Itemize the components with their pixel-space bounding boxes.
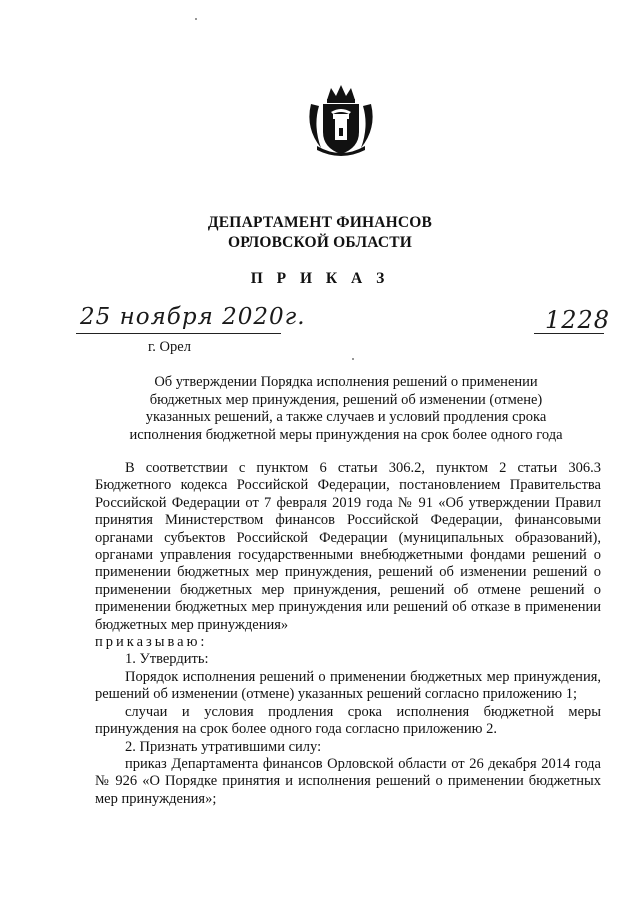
item-1a-paragraph: Порядок исполнения решений о применении бюджетных мер принуждения, решений об изменении (отмене) указанных решений согласно приложению 1; (95, 668, 601, 703)
scan-speck (195, 18, 197, 20)
handwritten-date: 25 ноября 2020г. (80, 304, 306, 330)
preamble-paragraph: В соответствии с пунктом 6 статьи 306.2, пунктом 2 статьи 306.3 Бюджетного кодекса Российской Федерации, постановлением Правительства Российской Федерации от 7 февраля 2019 года № 91 «Об утверждении Правил принятия Министерством финансов Российской Федерации, финансовыми органами субъектов Российской Федерации (муниципальных образований), органами управления государственными внебюджетными фондами решений о применении бюджетных мер принуждения, решений об изменении решений о применении бюджетных мер принуждения, решений об отмене решений о применении бюджетных мер принуждения или решений об отказе в применении бюджетных мер принуждения» (95, 460, 601, 633)
document-type-title: П Р И К А З (250, 270, 390, 287)
subject-line: Об утверждении Порядка исполнения решений о применении (154, 374, 538, 390)
item-2a-paragraph: приказ Департамента финансов Орловской области от 26 декабря 2014 года № 926 «О Порядке принятия и исполнения решений о применении бюджетных мер принуждения»; (95, 755, 601, 807)
order-body (95, 460, 601, 808)
date-underline (76, 333, 281, 334)
handwritten-order-number: 1228 (545, 306, 611, 334)
number-underline (534, 333, 604, 334)
organization-name-line2: ОРЛОВСКОЙ ОБЛАСТИ (227, 234, 413, 251)
order-subject (110, 374, 582, 444)
subject-line: указанных решений, а также случаев и условий продления срока (145, 409, 547, 426)
scan-speck (352, 358, 354, 360)
coat-of-arms-emblem (303, 82, 379, 158)
subject-line: бюджетных мер принуждения, решений об изменении (отмене) (149, 391, 543, 408)
subject-line: исполнения бюджетной меры принуждения на срок более одного года (129, 426, 563, 443)
organization-name-line1: ДЕПАРТАМЕНТ ФИНАНСОВ (207, 214, 433, 231)
order-word: приказываю: (95, 634, 208, 651)
item-1-heading: 1. Утвердить: (125, 651, 209, 668)
item-2-heading: 2. Признать утратившими силу: (125, 738, 322, 755)
item-1b-paragraph: случаи и условия продления срока исполнения бюджетной меры принуждения на срок более одного года согласно приложению 2. (95, 703, 601, 738)
city-label: г. Орел (148, 339, 191, 355)
